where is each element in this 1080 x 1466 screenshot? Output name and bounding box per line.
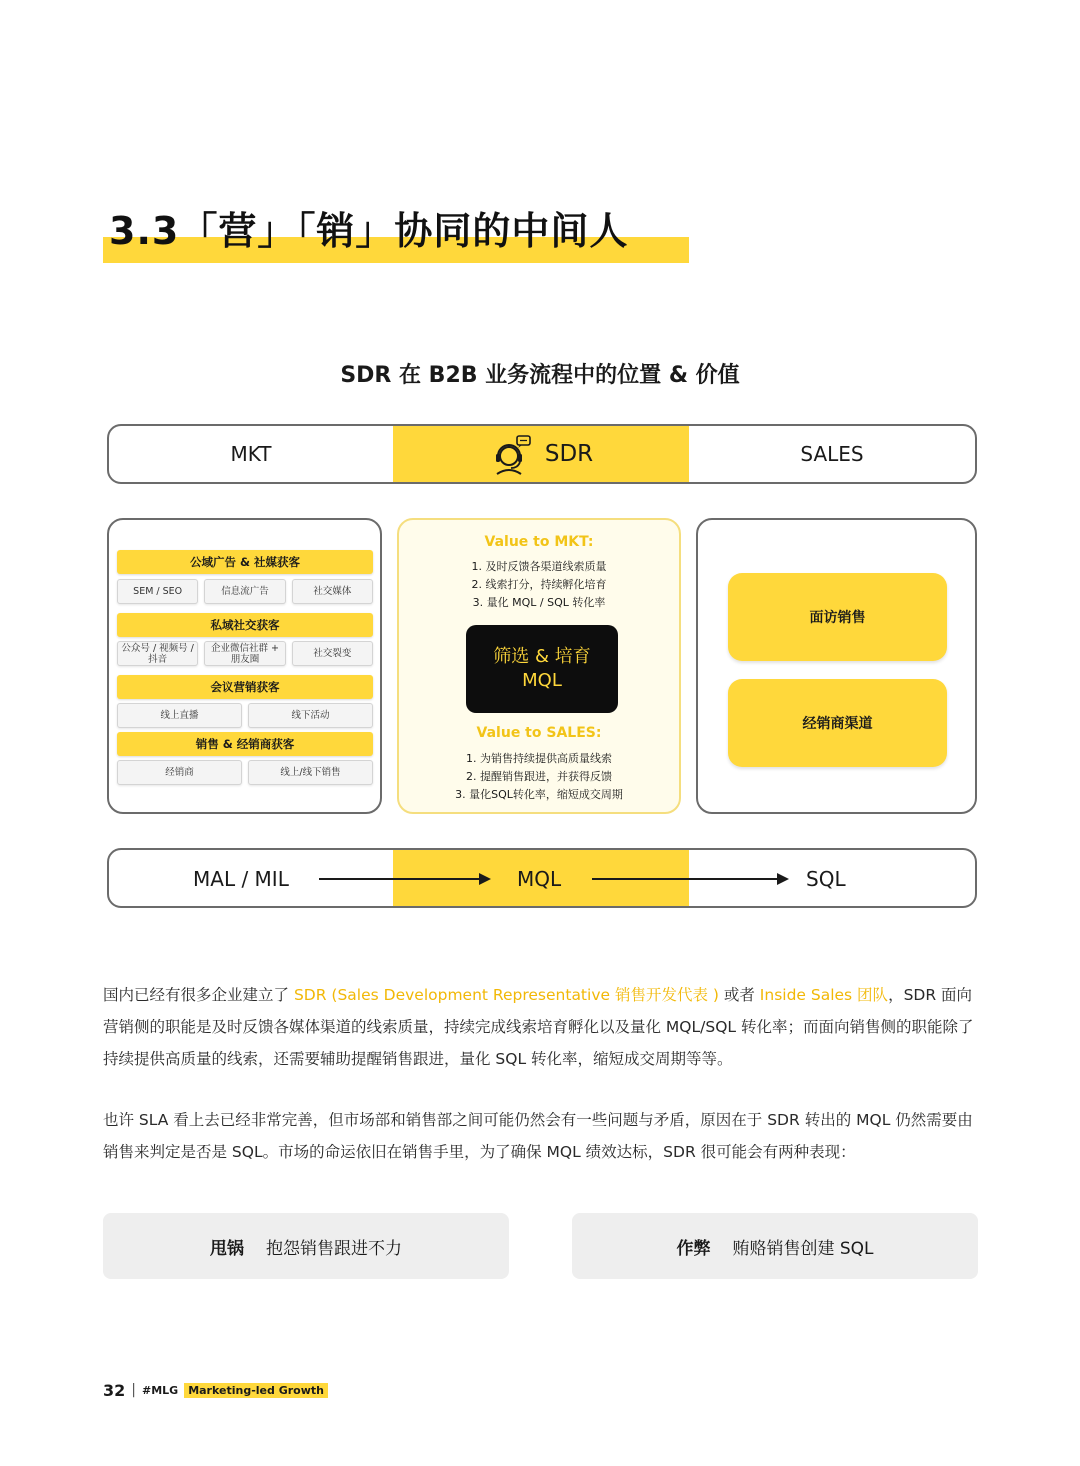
footer-growth-label: Marketing-led Growth bbox=[184, 1383, 328, 1398]
channel-chip: 社交裂变 bbox=[292, 641, 373, 666]
behavior-card-blame bbox=[103, 1213, 509, 1279]
group-chips bbox=[117, 703, 373, 728]
stage-mql: MQL bbox=[517, 867, 562, 891]
channels-box bbox=[107, 518, 382, 814]
page-number: 32 bbox=[103, 1380, 126, 1400]
stage-mql-cell bbox=[393, 850, 689, 906]
role-band bbox=[107, 424, 977, 484]
sales-pill-distributor: 经销商渠道 bbox=[728, 679, 947, 767]
value-to-sales-list bbox=[399, 750, 679, 804]
text-run: 或者 bbox=[718, 986, 760, 1004]
channel-chip: SEM / SEO bbox=[117, 579, 198, 604]
band-sdr bbox=[393, 426, 689, 482]
group-header: 销售 & 经销商获客 bbox=[117, 732, 373, 756]
group-header: 公域广告 & 社媒获客 bbox=[117, 550, 373, 574]
list-item: 3. 量化SQL转化率，缩短成交周期 bbox=[455, 788, 623, 801]
footer-tag: #MLG bbox=[141, 1383, 179, 1397]
stage-sql: SQL bbox=[806, 867, 846, 891]
group-header: 私域社交获客 bbox=[117, 613, 373, 637]
list-item: 2. 提醒销售跟进，并获得反馈 bbox=[466, 770, 612, 783]
arrow-right-icon bbox=[777, 873, 789, 885]
band-sdr-label: SDR bbox=[544, 441, 594, 467]
band-sales: SALES bbox=[800, 442, 864, 466]
highlight-inside-sales: Inside Sales 团队 bbox=[759, 986, 889, 1004]
group-chips bbox=[117, 760, 373, 785]
lead-stage-band bbox=[107, 848, 977, 908]
stage-sql-cell bbox=[689, 850, 975, 906]
core-line1: 筛选 & 培育 bbox=[493, 646, 591, 667]
footer-separator: | bbox=[131, 1382, 136, 1398]
sales-box bbox=[696, 518, 977, 814]
channel-chip: 线上直播 bbox=[117, 703, 242, 728]
list-item: 2. 线索打分，持续孵化培育 bbox=[471, 578, 607, 591]
body-paragraph-2: 也许 SLA 看上去已经非常完善，但市场部和销售部之间可能仍然会有一些问题与矛盾，原因在于 SDR 转出的 MQL 仍然需要由销售来判定是否是 SQL。市场的命运依旧在销售手里，为了确保 MQL 绩效达标，SDR 很可能会有两种表现： bbox=[103, 1111, 973, 1161]
band-mkt: MKT bbox=[230, 442, 272, 466]
list-item: 1. 为销售持续提供高质量线索 bbox=[466, 752, 612, 765]
value-to-sales-heading: Value to SALES: bbox=[476, 725, 602, 741]
stage-mal-cell bbox=[109, 850, 393, 906]
channel-chip: 社交媒体 bbox=[292, 579, 373, 604]
flow-arrow-line bbox=[319, 878, 393, 880]
flow-arrow-line bbox=[393, 878, 479, 880]
channel-chip: 线下活动 bbox=[248, 703, 373, 728]
behavior-card-cheat bbox=[572, 1213, 978, 1279]
diagram-title: SDR 在 B2B 业务流程中的位置 & 价值 bbox=[340, 363, 740, 388]
flow-arrow-line bbox=[592, 878, 689, 880]
group-chips bbox=[117, 641, 373, 666]
channel-chip: 企业微信社群 + 朋友圈 bbox=[204, 641, 285, 666]
core-line2: MQL bbox=[522, 670, 562, 691]
channel-chip: 经销商 bbox=[117, 760, 242, 785]
sales-pill-face-to-face: 面访销售 bbox=[728, 573, 947, 661]
agent-headset-icon bbox=[489, 432, 533, 476]
card-text: 抱怨销售跟进不力 bbox=[266, 1238, 402, 1259]
section-title: 3.3「营」「销」协同的中间人 bbox=[109, 209, 629, 253]
card-label: 作弊 bbox=[676, 1238, 711, 1259]
core-mql-box bbox=[466, 625, 618, 713]
channel-chip: 公众号 / 视频号 / 抖音 bbox=[117, 641, 198, 666]
flow-arrow-line bbox=[689, 878, 777, 880]
stage-mal: MAL / MIL bbox=[193, 867, 289, 891]
highlight-sdr: SDR (Sales Development Representative 销售开发代表 ) bbox=[293, 986, 719, 1004]
body-paragraph-1 bbox=[103, 979, 979, 1075]
group-chips bbox=[117, 579, 373, 604]
text-run: ，SDR 面向营销侧的职能是及时反馈各媒体渠道的线索质量，持续完成线索培育孵化以及量化 MQL/SQL 转化率；而面向销售侧的职能除了持续提供高质量的线索，还需要辅助提醒销售跟进，量化 SQL 转化率，缩短成交周期等等。 bbox=[103, 986, 974, 1068]
arrow-right-icon bbox=[479, 873, 491, 885]
text-run: 国内已经有很多企业建立了 bbox=[103, 986, 294, 1004]
sdr-value-box bbox=[397, 518, 681, 814]
card-text: 贿赂销售创建 SQL bbox=[732, 1238, 874, 1259]
section-heading bbox=[103, 205, 689, 263]
value-to-mkt-heading: Value to MKT: bbox=[484, 534, 594, 550]
list-item: 1. 及时反馈各渠道线索质量 bbox=[471, 560, 607, 573]
channel-chip: 线上/线下销售 bbox=[248, 760, 373, 785]
page-footer bbox=[103, 1380, 328, 1400]
list-item: 3. 量化 MQL / SQL 转化率 bbox=[472, 596, 606, 609]
group-header: 会议营销获客 bbox=[117, 675, 373, 699]
value-to-mkt-list bbox=[399, 558, 679, 612]
card-label: 甩锅 bbox=[210, 1238, 244, 1259]
channel-chip: 信息流广告 bbox=[204, 579, 285, 604]
